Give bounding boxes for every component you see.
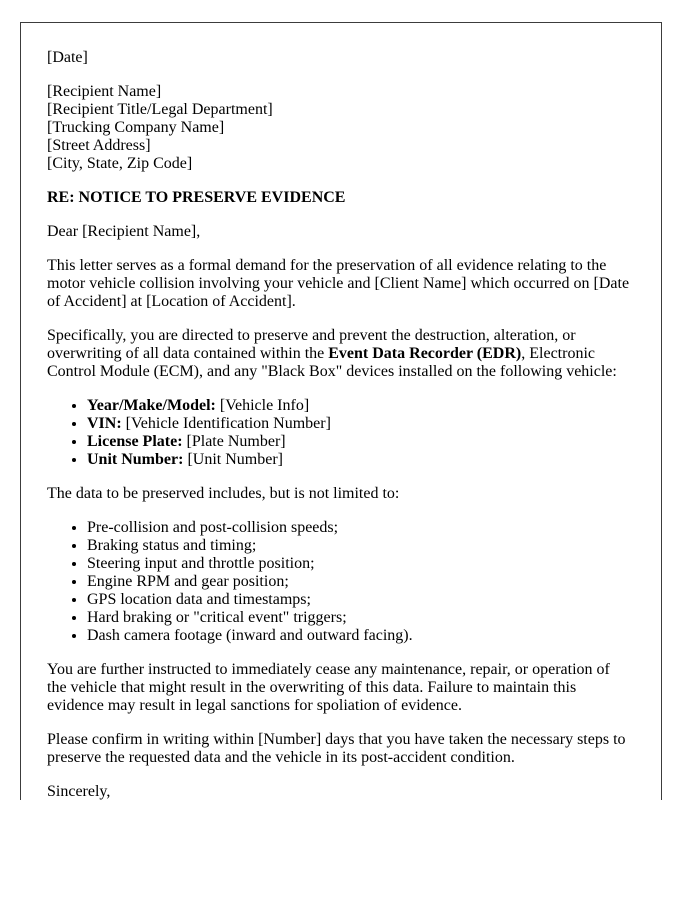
vehicle-item-value: [Unit Number] [187,451,283,468]
recipient-name: [Recipient Name] [47,83,162,100]
list-item-gps: • GPS location data and timestamps; [87,591,631,609]
data-list [47,519,631,645]
para-specific-pre: Specifically, you are directed to preserve and prevent the destruction, alteration, or overwriting of all data contained within the [47,327,576,362]
vehicle-item-label: Year/Make/Model: [87,397,216,414]
recipient-title: [Recipient Title/Legal Department] [47,101,273,118]
vehicle-list [47,397,631,469]
list-item-engine-rpm: • Engine RPM and gear position; [87,573,631,591]
vehicle-item-label: VIN: [87,415,122,432]
list-item-dash-camera: • Dash camera footage (inward and outward facing). [87,627,631,645]
vehicle-item-value: [Vehicle Identification Number] [125,415,331,432]
para-specific-post: , Electronic Control Module (ECM), and any "Black Box" devices installed on the following vehicle: [47,345,617,380]
list-item-unit-number [87,451,631,469]
para-specific [47,327,631,381]
list-item-hard-braking: • Hard braking or "critical event" triggers; [87,609,631,627]
edr-bold-text: Event Data Recorder (EDR) [328,345,522,362]
list-item-vehicle-info [87,397,631,415]
vehicle-item-label: License Plate: [87,433,183,450]
vehicle-item-label: Unit Number: [87,451,184,468]
subject-line [47,189,631,207]
salutation: Dear [Recipient Name], [47,223,201,240]
para-data-intro: The data to be preserved includes, but is not limited to: [47,485,400,502]
list-item-license-plate [87,433,631,451]
list-item-vin [87,415,631,433]
date-line: [Date] [47,49,88,66]
para-intro: This letter serves as a formal demand for the preservation of all evidence relating to the motor vehicle collision involving your vehicle and [Client Name] which occurred on [Date of Accident] at [Location of Accident]. [47,257,630,310]
closing: Sincerely, [47,783,111,800]
recipient-company: [Trucking Company Name] [47,119,225,136]
vehicle-item-value: [Plate Number] [186,433,286,450]
recipient-city-state-zip: [City, State, Zip Code] [47,155,193,172]
para-confirm: Please confirm in writing within [Number] days that you have taken the necessary steps to preserve the requested data and the vehicle in its post-accident condition. [47,731,626,766]
recipient-block [47,83,631,173]
recipient-street: [Street Address] [47,137,151,154]
list-item-steering: • Steering input and throttle position; [87,555,631,573]
para-cease: You are further instructed to immediately cease any maintenance, repair, or operation of the vehicle that might result in the overwriting of this data. Failure to maintain this evidence may result in legal sanctions for spoliation of evidence. [47,661,610,714]
letter-page [20,22,662,800]
vehicle-item-value: [Vehicle Info] [219,397,310,414]
list-item-speeds: • Pre-collision and post-collision speeds; [87,519,631,537]
list-item-braking: • Braking status and timing; [87,537,631,555]
subject-text: RE: NOTICE TO PRESERVE EVIDENCE [47,189,346,206]
